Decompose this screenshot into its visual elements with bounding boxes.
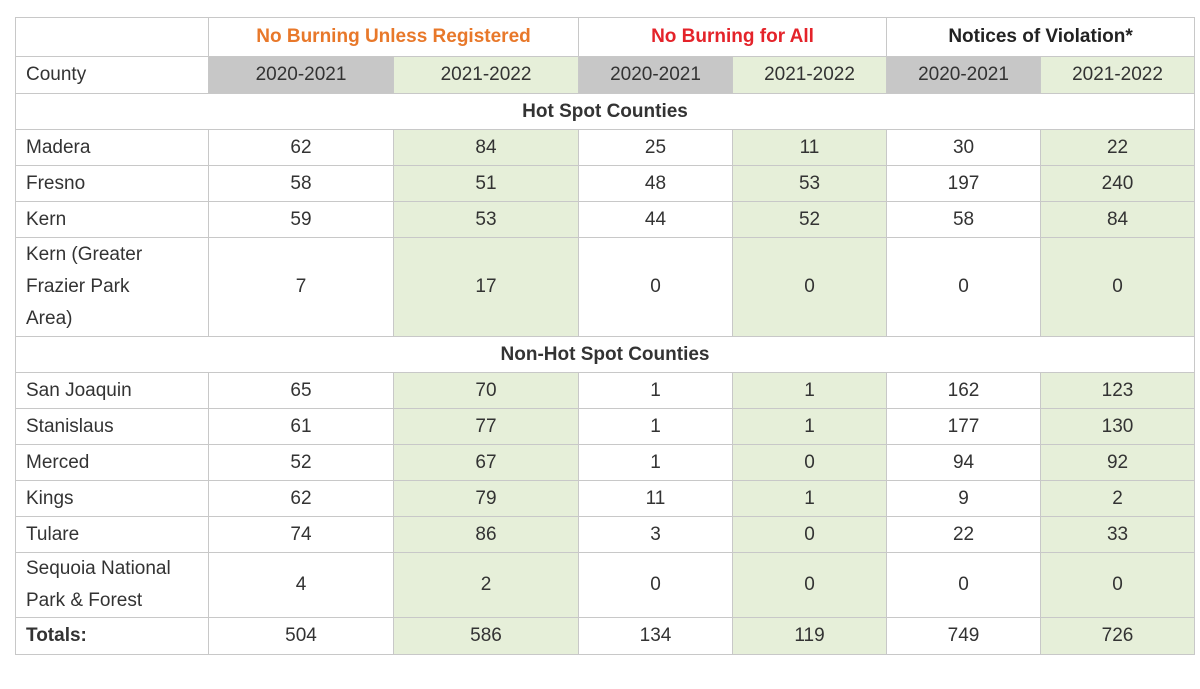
value-cell: 61 (209, 409, 394, 445)
column-header-row (16, 57, 1195, 94)
value-cell: 1 (579, 409, 733, 445)
totals-row (16, 618, 1195, 655)
value-cell: 3 (579, 517, 733, 553)
value-cell: 65 (209, 373, 394, 409)
value-cell: 1 (579, 373, 733, 409)
county-name-cell: Sequoia National Park & Forest (16, 553, 209, 618)
season-column-header: 2021-2022 (1041, 57, 1195, 94)
value-cell: 162 (887, 373, 1041, 409)
value-cell: 130 (1041, 409, 1195, 445)
value-cell: 1 (733, 481, 887, 517)
value-cell: 79 (394, 481, 579, 517)
table-row (16, 202, 1195, 238)
value-cell: 52 (733, 202, 887, 238)
county-name-cell: Kings (16, 481, 209, 517)
value-cell: 84 (1041, 202, 1195, 238)
value-cell: 25 (579, 130, 733, 166)
table-row (16, 445, 1195, 481)
total-value-cell: 504 (209, 618, 394, 655)
value-cell: 0 (733, 553, 887, 618)
section-title: Hot Spot Counties (16, 94, 1195, 130)
season-column-header: 2021-2022 (394, 57, 579, 94)
county-name-cell: Merced (16, 445, 209, 481)
value-cell: 77 (394, 409, 579, 445)
county-name-cell: Tulare (16, 517, 209, 553)
value-cell: 0 (733, 517, 887, 553)
value-cell: 62 (209, 481, 394, 517)
value-cell: 74 (209, 517, 394, 553)
table-row (16, 409, 1195, 445)
value-cell: 0 (733, 445, 887, 481)
value-cell: 67 (394, 445, 579, 481)
value-cell: 62 (209, 130, 394, 166)
value-cell: 0 (1041, 553, 1195, 618)
value-cell: 44 (579, 202, 733, 238)
group-header-no-burning-for-all: No Burning for All (579, 18, 887, 57)
value-cell: 9 (887, 481, 1041, 517)
value-cell: 11 (579, 481, 733, 517)
county-name-cell: Madera (16, 130, 209, 166)
season-column-header: 2020-2021 (209, 57, 394, 94)
value-cell: 0 (733, 238, 887, 337)
value-cell: 70 (394, 373, 579, 409)
totals-label: Totals: (16, 618, 209, 655)
value-cell: 22 (1041, 130, 1195, 166)
value-cell: 52 (209, 445, 394, 481)
value-cell: 48 (579, 166, 733, 202)
value-cell: 4 (209, 553, 394, 618)
table-row (16, 481, 1195, 517)
value-cell: 30 (887, 130, 1041, 166)
table-row (16, 238, 1195, 337)
value-cell: 1 (579, 445, 733, 481)
value-cell: 86 (394, 517, 579, 553)
table-row (16, 130, 1195, 166)
value-cell: 22 (887, 517, 1041, 553)
section-header-row (16, 337, 1195, 373)
table-row (16, 166, 1195, 202)
value-cell: 0 (579, 238, 733, 337)
county-name-cell: Fresno (16, 166, 209, 202)
county-name-cell: Stanislaus (16, 409, 209, 445)
group-header-notices-of-violation: Notices of Violation* (887, 18, 1195, 57)
county-column-header: County (16, 57, 209, 94)
value-cell: 240 (1041, 166, 1195, 202)
total-value-cell: 119 (733, 618, 887, 655)
season-column-header: 2021-2022 (733, 57, 887, 94)
value-cell: 58 (887, 202, 1041, 238)
burn-statistics-table (15, 17, 1195, 655)
county-name-cell: Kern (16, 202, 209, 238)
total-value-cell: 134 (579, 618, 733, 655)
value-cell: 92 (1041, 445, 1195, 481)
total-value-cell: 726 (1041, 618, 1195, 655)
value-cell: 51 (394, 166, 579, 202)
value-cell: 84 (394, 130, 579, 166)
value-cell: 17 (394, 238, 579, 337)
blank-corner-cell (16, 18, 209, 57)
group-header-row (16, 18, 1195, 57)
value-cell: 0 (887, 238, 1041, 337)
table-row (16, 373, 1195, 409)
season-column-header: 2020-2021 (579, 57, 733, 94)
section-title: Non-Hot Spot Counties (16, 337, 1195, 373)
value-cell: 0 (579, 553, 733, 618)
value-cell: 58 (209, 166, 394, 202)
value-cell: 53 (733, 166, 887, 202)
value-cell: 177 (887, 409, 1041, 445)
value-cell: 7 (209, 238, 394, 337)
table-row (16, 517, 1195, 553)
value-cell: 1 (733, 373, 887, 409)
total-value-cell: 586 (394, 618, 579, 655)
value-cell: 197 (887, 166, 1041, 202)
value-cell: 0 (887, 553, 1041, 618)
county-name-cell: San Joaquin (16, 373, 209, 409)
value-cell: 2 (1041, 481, 1195, 517)
table-row (16, 553, 1195, 618)
value-cell: 1 (733, 409, 887, 445)
value-cell: 33 (1041, 517, 1195, 553)
county-name-cell: Kern (Greater Frazier Park Area) (16, 238, 209, 337)
value-cell: 0 (1041, 238, 1195, 337)
group-header-no-burning-unless-registered: No Burning Unless Registered (209, 18, 579, 57)
value-cell: 123 (1041, 373, 1195, 409)
value-cell: 53 (394, 202, 579, 238)
value-cell: 94 (887, 445, 1041, 481)
value-cell: 59 (209, 202, 394, 238)
value-cell: 11 (733, 130, 887, 166)
total-value-cell: 749 (887, 618, 1041, 655)
section-header-row (16, 94, 1195, 130)
season-column-header: 2020-2021 (887, 57, 1041, 94)
value-cell: 2 (394, 553, 579, 618)
